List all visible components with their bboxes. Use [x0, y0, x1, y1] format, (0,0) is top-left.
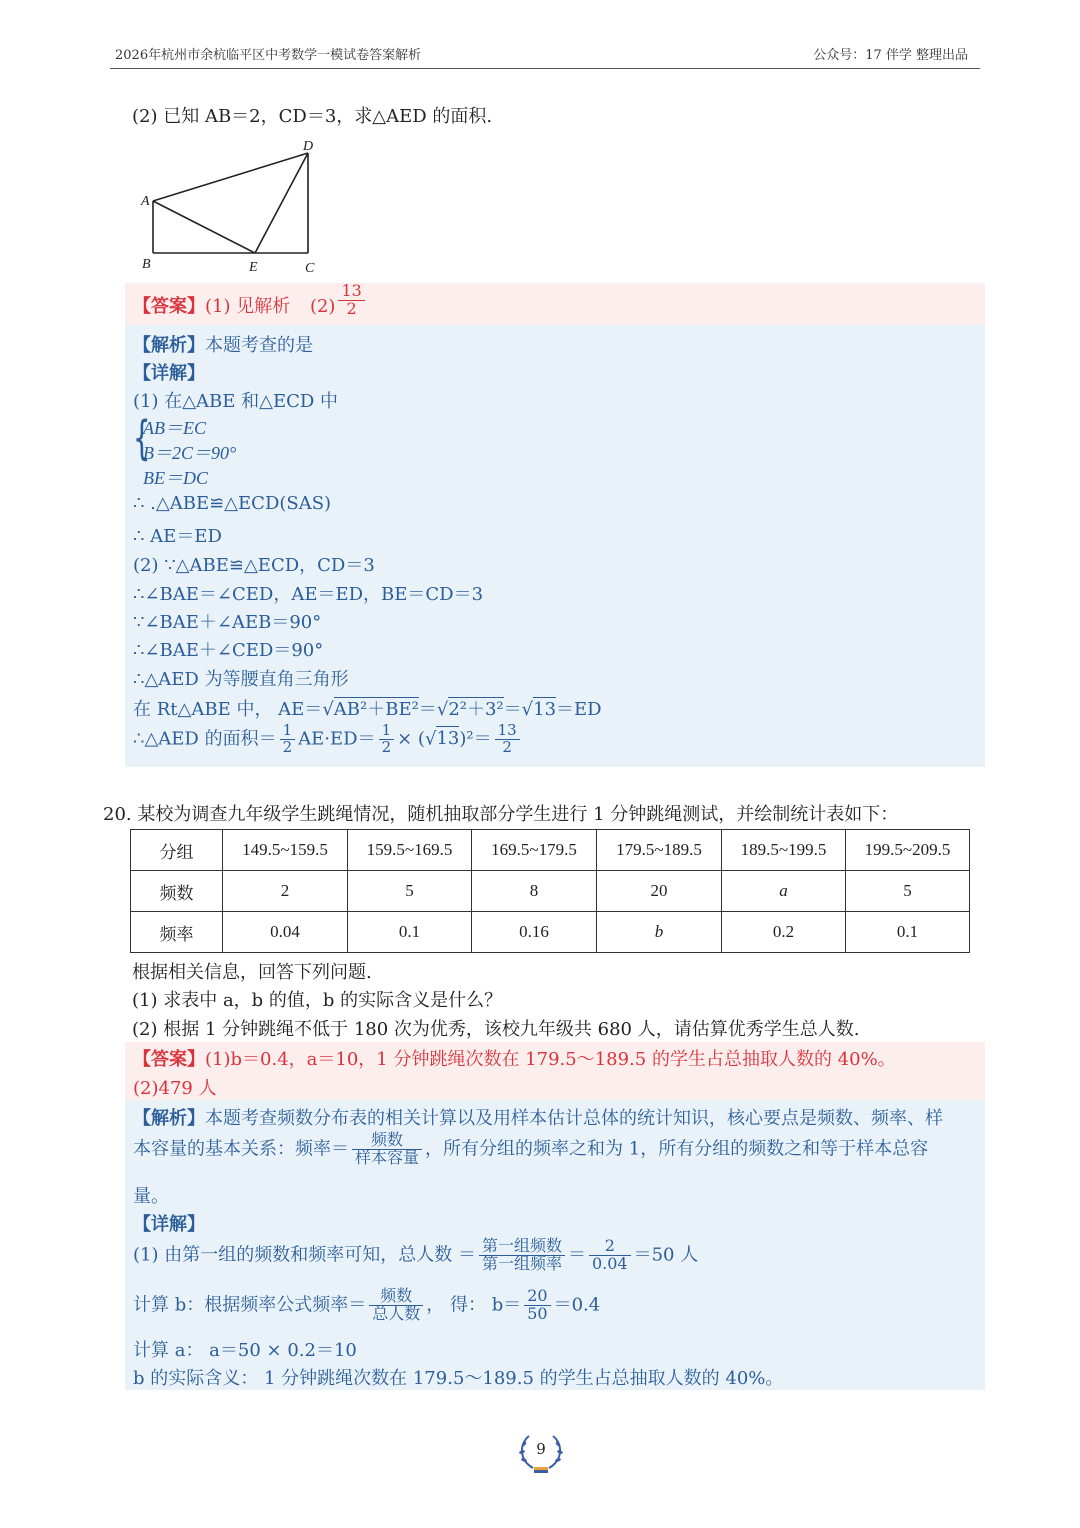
- detail-line-2: 计算 b：根据频率公式频率＝ $\frac{\text{频数}}{\text{总人数}}$ ， 得： b＝ $\frac{20}{50}$ ＝0.4: [133, 1286, 601, 1323]
- q19-part2-prompt: (2) 已知 AB＝2，CD＝3，求△AED 的面积.: [132, 106, 493, 127]
- step-7: ∴∠BAE＋∠CED＝90°: [133, 640, 324, 661]
- segment-ed: [255, 153, 308, 253]
- system-line-3: BE＝DC: [143, 468, 208, 488]
- table-cell: 5: [348, 871, 472, 912]
- table-cell: 频数: [131, 871, 223, 912]
- analysis-label: 【解析】: [133, 1108, 205, 1129]
- table-cell: 189.5~199.5: [722, 830, 846, 871]
- table-cell: 0.1: [846, 912, 970, 953]
- answer-label: 【答案】: [133, 1049, 205, 1070]
- table-cell: 0.1: [348, 912, 472, 953]
- detail-line-4: b 的实际含义： 1 分钟跳绳次数在 179.5～189.5 的学生占总抽取人数的 40%。: [133, 1368, 784, 1389]
- brace-symbol: {: [133, 411, 151, 465]
- step-4: (2) ∵△ABE≌△ECD，CD＝3: [133, 555, 375, 576]
- table-cell: 0.16: [472, 912, 597, 953]
- header-title: 2026年杭州市余杭临平区中考数学一模试卷答案解析: [115, 48, 422, 63]
- answer-label: 【答案】: [133, 296, 205, 317]
- system-line-1: AB＝EC: [143, 418, 206, 438]
- q20-question-1: (1) 求表中 a，b 的值，b 的实际含义是什么？: [132, 990, 503, 1011]
- analysis-line-2: 本容量的基本关系：频率＝ $\frac{\text{频数}}{\text{样本容量}}$ ，所有分组的频率之和为 1，所有分组的频数之和等于样本总容: [133, 1130, 929, 1167]
- step-2: ∴ .△ABE≌△ECD(SAS): [133, 493, 332, 514]
- system-line-2: B＝2C＝90°: [143, 443, 237, 463]
- table-cell: 159.5~169.5: [348, 830, 472, 871]
- answer-line-2: (2)479 人: [133, 1078, 217, 1099]
- q19-answer-box: [125, 280, 985, 325]
- table-row: [131, 830, 970, 871]
- table-row: [131, 871, 970, 912]
- table-cell: a: [722, 871, 846, 912]
- detail-line-1: (1) 由第一组的频数和频率可知，总人数 ＝ $\frac{\text{第一组频数}}{\text{第一组频率}}$ ＝ $\frac{2}{0.04}$ ＝50 人: [133, 1236, 699, 1273]
- step-6: ∵∠BAE＋∠AEB＝90°: [133, 612, 322, 633]
- answer-line-1: (1)b＝0.4，a＝10，1 分钟跳绳次数在 179.5～189.5 的学生占总抽取人数的 40%。: [205, 1049, 896, 1070]
- geometry-figure: [135, 135, 335, 280]
- header-divider: [110, 68, 980, 69]
- q20-question-2: (2) 根据 1 分钟跳绳不低于 180 次为优秀，该校九年级共 680 人，请估算优秀学生总人数.: [132, 1019, 860, 1040]
- table-cell: 149.5~159.5: [223, 830, 348, 871]
- q20-intro: 根据相关信息，回答下列问题.: [132, 962, 372, 983]
- label-e: E: [249, 260, 258, 275]
- analysis-text: 本题考查的是: [205, 335, 313, 356]
- table-cell: 199.5~209.5: [846, 830, 970, 871]
- page-number: 9: [536, 1440, 546, 1458]
- step-9: 在 Rt△ABE 中， AE＝√AB²＋BE²＝√2²＋3²＝√13＝ED: [133, 699, 602, 720]
- step-1: (1) 在△ABE 和△ECD 中: [133, 391, 339, 412]
- q20-answer-box: [125, 1042, 985, 1100]
- answer-part2-fraction: $\frac{13}{2}$: [338, 283, 364, 318]
- page-badge: [515, 1430, 567, 1476]
- label-b: B: [142, 257, 151, 272]
- step-8: ∴△AED 为等腰直角三角形: [133, 669, 349, 690]
- label-c: C: [305, 261, 315, 276]
- label-a: A: [141, 194, 150, 209]
- answer-part1: (1) 见解析: [205, 296, 291, 317]
- step-5: ∴∠BAE＝∠CED，AE＝ED，BE＝CD＝3: [133, 584, 484, 605]
- table-cell: 20: [597, 871, 722, 912]
- equation-system: [125, 413, 325, 489]
- q20-solution-box: [125, 1100, 985, 1390]
- table-cell: 179.5~189.5: [597, 830, 722, 871]
- table-cell: 169.5~179.5: [472, 830, 597, 871]
- detail-line-3: 计算 a： a＝50 × 0.2＝10: [133, 1340, 357, 1361]
- table-cell: 0.04: [223, 912, 348, 953]
- table-row: [131, 912, 970, 953]
- analysis-line-3: 量。: [133, 1186, 169, 1207]
- table-cell: 0.2: [722, 912, 846, 953]
- header-source: 公众号：17 伴学 整理出品: [813, 48, 968, 63]
- table-cell: 5: [846, 871, 970, 912]
- q20-prompt: 20. 某校为调查九年级学生跳绳情况，随机抽取部分学生进行 1 分钟跳绳测试，并绘制统计表如下：: [103, 804, 899, 825]
- detail-label: 【详解】: [133, 1214, 205, 1235]
- table-cell: 频率: [131, 912, 223, 953]
- segment-ad: [153, 153, 308, 201]
- table-cell: 2: [223, 871, 348, 912]
- table-cell: b: [597, 912, 722, 953]
- analysis-label: 【解析】: [133, 335, 205, 356]
- detail-label: 【详解】: [133, 363, 205, 384]
- label-d: D: [303, 139, 314, 154]
- q19-solution-box: [125, 325, 985, 767]
- table-cell: 分组: [131, 830, 223, 871]
- table-cell: 8: [472, 871, 597, 912]
- frequency-table: [130, 829, 970, 953]
- analysis-line-1: 本题考查频数分布表的相关计算以及用样本估计总体的统计知识，核心要点是频数、频率、样: [205, 1108, 943, 1129]
- segment-ae: [153, 201, 255, 253]
- step-3: ∴ AE＝ED: [133, 526, 222, 547]
- answer-part2-prefix: (2): [309, 296, 336, 317]
- step-10: ∴△AED 的面积＝ $\frac{1}{2}$ AE·ED＝ $\frac{1}{2}$ × (√13)²＝ $\frac{13}{2}$: [133, 723, 523, 756]
